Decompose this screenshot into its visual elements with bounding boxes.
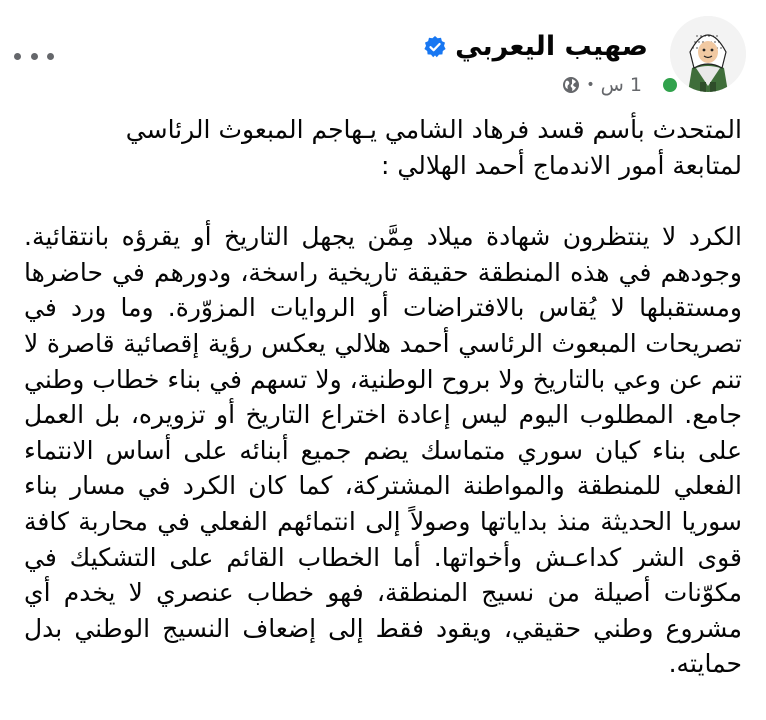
post-body: الكرد لا ينتظرون شهادة ميلاد مِمَّن يجهل التاريخ أو يقرؤه بانتقائية. وجودهم في هذه المنطقة حقيقة تاريخية راسخة، ودورهم في حاضرها ومستقبلها لا يُقاس بالافتراضات أو الروايات المزوّرة. وما ورد في تصريحات المبعوث الرئاسي أحمد هلالي يعكس رؤية إقصائية قاصرة لا تنم عن وعي بالتاريخ ولا بروح الوطنية، ولا تسهم في بناء خطاب وطني جامع. المطلوب اليوم ليس إعادة اختراع التاريخ أو تزويره، بل العمل على بناء كيان سوري متماسك يضم جميع أبنائه على أساس الانتماء الفعلي للمنطقة والمواطنة المشتركة، كما كان الكرد في مسار بناء سوريا الحديثة منذ بداياتها وصولاً إلى انتمائهم الفعلي في محاربة كافة قوى الشر كداعـش وأخواتها. أما الخطاب القائم على التشكيك في مكوّنات أصيلة من نسيج المنطقة، فهو خطاب عنصري لا يخدم أي مشروع وطني حقيقي، ويقود فقط إلى إضعاف النسيج الوطني بدل حمايته.: [24, 222, 742, 679]
post-meta: [562, 74, 642, 96]
author-name[interactable]: صهيب اليعربي: [455, 31, 648, 62]
post-intro-line-2: لمتابعة أمور الاندماج أحمد الهلالي :: [381, 150, 742, 180]
post-intro: [24, 112, 742, 183]
author-row: [423, 30, 648, 64]
avatar[interactable]: [670, 16, 746, 92]
more-options-button[interactable]: [14, 46, 54, 66]
more-horizontal-icon: [47, 53, 54, 60]
globe-icon[interactable]: [562, 76, 580, 94]
meta-separator: •: [586, 77, 595, 93]
post-text: [24, 112, 742, 682]
more-horizontal-icon: [14, 53, 21, 60]
post-timestamp[interactable]: 1 س: [600, 74, 642, 96]
post-header: [0, 14, 766, 104]
more-horizontal-icon: [31, 53, 38, 60]
post-intro-line-1: المتحدث بأسم قسد فرهاد الشامي يـهاجم المبعوث الرئاسي: [125, 115, 742, 144]
online-status-dot: [660, 75, 680, 95]
verified-badge-icon: [423, 35, 447, 59]
cartoon-avatar-icon: [670, 16, 746, 92]
